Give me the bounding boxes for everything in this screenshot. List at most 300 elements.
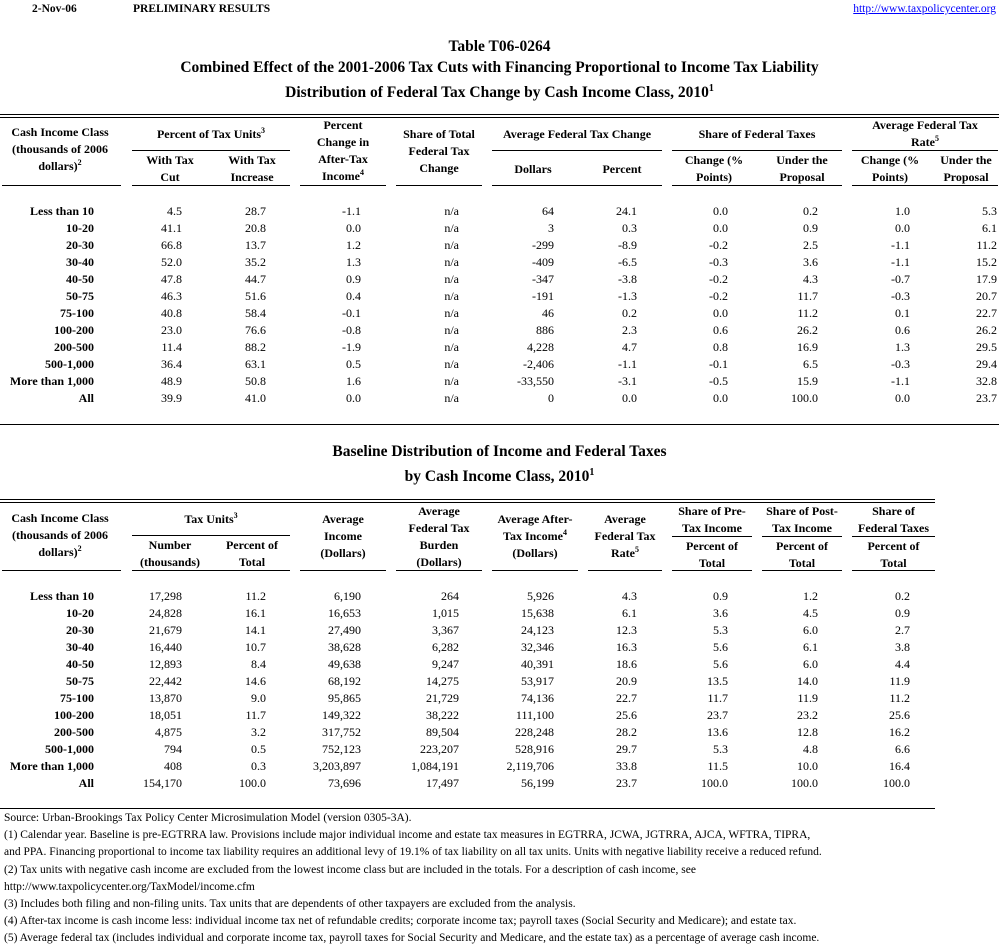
row-income-class: 50-75 xyxy=(66,674,94,688)
cell-value: 0.0 xyxy=(713,306,728,320)
report-status: PRELIMINARY RESULTS xyxy=(133,3,271,15)
cell-value: 1.3 xyxy=(895,340,910,354)
cell-value: -0.3 xyxy=(891,357,910,371)
col-pct-change-after-tax-income: Percent Change in After-Tax Income$^4$ xyxy=(316,118,370,183)
col2-share-post-tax-income: Share of Post- Tax Income xyxy=(766,504,838,535)
cell-value: 22,442 xyxy=(149,674,182,688)
cell-value: -0.7 xyxy=(891,272,910,286)
cell-value: 0.0 xyxy=(713,221,728,235)
col2-share-post-sub: Percent of Total xyxy=(775,539,829,570)
table-row xyxy=(0,691,999,708)
cell-value: 13.7 xyxy=(245,238,266,252)
cell-value: 6.1 xyxy=(803,640,818,654)
cell-value: 4.5 xyxy=(167,204,182,218)
row-income-class: 40-50 xyxy=(66,272,94,286)
cell-value: 264 xyxy=(441,589,459,603)
cell-value: 17,497 xyxy=(426,776,459,790)
cell-value: 16.9 xyxy=(797,340,818,354)
cell-value: 21,729 xyxy=(426,691,459,705)
col2-average-income: Average Income (Dollars) xyxy=(320,512,366,560)
cell-value: n/a xyxy=(444,340,459,354)
cell-value: 50.8 xyxy=(245,374,266,388)
cell-value: -409 xyxy=(532,255,554,269)
cell-value: 15,638 xyxy=(521,606,554,620)
col-group-percent-tax-units: Percent of Tax Units$^3$ xyxy=(156,126,266,141)
cell-value: 40.8 xyxy=(161,306,182,320)
cell-value: 16,440 xyxy=(149,640,182,654)
cell-value: -0.5 xyxy=(709,374,728,388)
cell-value: 1.2 xyxy=(803,589,818,603)
cell-value: 5.6 xyxy=(713,657,728,671)
cell-value: 22.7 xyxy=(616,691,637,705)
table-row xyxy=(0,306,999,323)
cell-value: 18,051 xyxy=(149,708,182,722)
note-1: (1) Calendar year. Baseline is pre-EGTRRA law. Provisions include major individual income and estate tax measures in EGTRRA, JCWA, JGTRRA, AJCA, WFTRA, TIPRA, xyxy=(4,829,811,842)
cell-value: 3.8 xyxy=(895,640,910,654)
table-row xyxy=(0,657,999,674)
cell-value: 0.0 xyxy=(713,204,728,218)
cell-value: 0.0 xyxy=(895,221,910,235)
table-row xyxy=(0,725,999,742)
row-income-class: All xyxy=(78,776,94,790)
cell-value: 32,346 xyxy=(521,640,554,654)
cell-value: 4.8 xyxy=(803,742,818,756)
row-income-class: All xyxy=(78,391,94,405)
cell-value: 0.5 xyxy=(346,357,361,371)
cell-value: 32.8 xyxy=(976,374,997,388)
cell-value: 1.3 xyxy=(346,255,361,269)
table-row xyxy=(0,357,999,374)
cell-value: 74,136 xyxy=(521,691,554,705)
cell-value: 11.4 xyxy=(161,340,182,354)
cell-value: 41.0 xyxy=(245,391,266,405)
cell-value: -1.1 xyxy=(891,238,910,252)
cell-value: 48.9 xyxy=(161,374,182,388)
cell-value: 223,207 xyxy=(420,742,459,756)
col2-avg-after-tax-income: Average After- Tax Income$^4$ (Dollars) xyxy=(497,512,573,560)
row-income-class: 10-20 xyxy=(66,606,94,620)
cell-value: 12,893 xyxy=(149,657,182,671)
cell-value: 0.9 xyxy=(803,221,818,235)
cell-value: -1.1 xyxy=(891,255,910,269)
col-dollars: Dollars xyxy=(514,162,552,176)
cell-value: 1,015 xyxy=(432,606,459,620)
cell-value: 13.6 xyxy=(707,725,728,739)
cell-value: 9.0 xyxy=(251,691,266,705)
cell-value: 3.2 xyxy=(251,725,266,739)
cell-value: 3.6 xyxy=(713,606,728,620)
cell-value: 64 xyxy=(542,204,554,218)
col-group-share-fed-taxes: Share of Federal Taxes xyxy=(698,127,816,141)
cell-value: 11.2 xyxy=(889,691,910,705)
cell-value: -0.8 xyxy=(342,323,361,337)
cell-value: 2.3 xyxy=(622,323,637,337)
table-title: Combined Effect of the 2001-2006 Tax Cuts with Financing Proportional to Income Tax Liability xyxy=(180,59,819,76)
row-income-class: 30-40 xyxy=(66,640,94,654)
cell-value: 0.0 xyxy=(713,391,728,405)
col2-avg-fed-tax-rate: Average Federal Tax Rate$^5$ xyxy=(594,512,656,560)
table-id: Table T06-0264 xyxy=(448,38,551,55)
cell-value: 25.6 xyxy=(616,708,637,722)
cell-value: 68,192 xyxy=(328,674,361,688)
cell-value: 0.9 xyxy=(895,606,910,620)
cell-value: -2,406 xyxy=(523,357,554,371)
cell-value: 13.5 xyxy=(707,674,728,688)
cell-value: 100.0 xyxy=(791,391,818,405)
cell-value: 0.3 xyxy=(251,759,266,773)
cell-value: 10.7 xyxy=(245,640,266,654)
table-row xyxy=(0,759,999,776)
cell-value: 29.5 xyxy=(976,340,997,354)
cell-value: -0.3 xyxy=(709,255,728,269)
table-row xyxy=(0,374,999,391)
cell-value: 5.3 xyxy=(713,623,728,637)
cell-value: 23.0 xyxy=(161,323,182,337)
cell-value: 12.8 xyxy=(797,725,818,739)
cell-value: 6.0 xyxy=(803,657,818,671)
cell-value: -1.1 xyxy=(891,374,910,388)
row-income-class: 20-30 xyxy=(66,238,94,252)
cell-value: 44.7 xyxy=(245,272,266,286)
cell-value: 0.5 xyxy=(251,742,266,756)
col-rate-change-pts: Change (% Points) xyxy=(860,153,920,184)
cell-value: 46.3 xyxy=(161,289,182,303)
row-income-class: 50-75 xyxy=(66,289,94,303)
cell-value: 88.2 xyxy=(245,340,266,354)
cell-value: n/a xyxy=(444,306,459,320)
cell-value: -6.5 xyxy=(618,255,637,269)
note-2: (2) Tax units with negative cash income are excluded from the lowest income class but are included in the totals. For a description of cash income, see xyxy=(4,863,696,876)
cell-value: -1.1 xyxy=(342,204,361,218)
cell-value: 0.6 xyxy=(713,323,728,337)
cell-value: n/a xyxy=(444,255,459,269)
table-row xyxy=(0,323,999,340)
cell-value: 52.0 xyxy=(161,255,182,269)
cell-value: 11.7 xyxy=(707,691,728,705)
cell-value: 0.2 xyxy=(622,306,637,320)
cell-value: 0.0 xyxy=(346,391,361,405)
cell-value: 40,391 xyxy=(521,657,554,671)
note-2-link[interactable]: http://www.taxpolicycenter.org/TaxModel/income.cfm xyxy=(4,880,255,893)
row-income-class: 75-100 xyxy=(60,306,94,320)
cell-value: 23.7 xyxy=(976,391,997,405)
cell-value: 0.9 xyxy=(713,589,728,603)
row-income-class: Less than 10 xyxy=(29,589,94,603)
cell-value: 4.3 xyxy=(622,589,637,603)
table-row xyxy=(0,391,999,408)
cell-value: 100.0 xyxy=(883,776,910,790)
col2-group-tax-units: Tax Units$^3$ xyxy=(184,511,238,526)
cell-value: 56,199 xyxy=(521,776,554,790)
cell-value: n/a xyxy=(444,289,459,303)
cell-value: 66.8 xyxy=(161,238,182,252)
cell-value: 5.3 xyxy=(982,204,997,218)
cell-value: 154,170 xyxy=(143,776,182,790)
cell-value: -0.1 xyxy=(709,357,728,371)
table-row xyxy=(0,238,999,255)
cell-value: 33.8 xyxy=(616,759,637,773)
cell-value: 76.6 xyxy=(245,323,266,337)
cell-value: 26.2 xyxy=(797,323,818,337)
row-income-class: 200-500 xyxy=(54,340,94,354)
row-income-class: More than 1,000 xyxy=(9,759,94,773)
cell-value: 13,870 xyxy=(149,691,182,705)
col2-avg-fed-tax-burden: Average Federal Tax Burden (Dollars) xyxy=(408,504,470,569)
cell-value: 58.4 xyxy=(245,306,266,320)
cell-value: 5.3 xyxy=(713,742,728,756)
cell-value: 4.7 xyxy=(622,340,637,354)
cell-value: 0.8 xyxy=(713,340,728,354)
cell-value: 16.3 xyxy=(616,640,637,654)
cell-value: 20.9 xyxy=(616,674,637,688)
cell-value: 10.0 xyxy=(797,759,818,773)
cell-value: 2,119,706 xyxy=(506,759,554,773)
cell-value: 46 xyxy=(542,306,554,320)
cell-value: 16.2 xyxy=(889,725,910,739)
cell-value: 23.7 xyxy=(707,708,728,722)
cell-value: 20.7 xyxy=(976,289,997,303)
cell-value: n/a xyxy=(444,323,459,337)
table-row xyxy=(0,589,999,606)
cell-value: -1.3 xyxy=(618,289,637,303)
cell-value: 0.0 xyxy=(622,391,637,405)
footnotes xyxy=(4,810,822,945)
col-rate-under-proposal: Under the Proposal xyxy=(940,153,992,184)
cell-value: 24,123 xyxy=(521,623,554,637)
cell-value: 528,916 xyxy=(515,742,554,756)
cell-value: 100.0 xyxy=(791,776,818,790)
cell-value: n/a xyxy=(444,374,459,388)
note-5: (5) Average federal tax (includes individual and corporate income tax, payroll taxes for Social Security and Medicare, and the estate tax) as a percentage of average cash income. xyxy=(4,932,820,945)
cell-value: 111,100 xyxy=(515,708,554,722)
cell-value: 6.1 xyxy=(622,606,637,620)
cell-value: n/a xyxy=(444,391,459,405)
cell-value: 23.2 xyxy=(797,708,818,722)
cell-value: 100.0 xyxy=(701,776,728,790)
cell-value: 6,282 xyxy=(432,640,459,654)
cell-value: 4.4 xyxy=(895,657,910,671)
cell-value: 17.9 xyxy=(976,272,997,286)
table-row xyxy=(0,674,999,691)
cell-value: 1.0 xyxy=(895,204,910,218)
cell-value: n/a xyxy=(444,204,459,218)
cell-value: 0.4 xyxy=(346,289,361,303)
cell-value: 2.5 xyxy=(803,238,818,252)
row-income-class: 10-20 xyxy=(66,221,94,235)
cell-value: -0.2 xyxy=(709,289,728,303)
table-row xyxy=(0,204,999,221)
cell-value: 14,275 xyxy=(426,674,459,688)
cell-value: 27,490 xyxy=(328,623,361,637)
col2-share-pre-sub: Percent of Total xyxy=(685,539,739,570)
cell-value: 21,679 xyxy=(149,623,182,637)
cell-value: 95,865 xyxy=(328,691,361,705)
baseline-table-title: Baseline Distribution of Income and Federal Taxes xyxy=(332,443,667,460)
cell-value: -8.9 xyxy=(618,238,637,252)
cell-value: 38,628 xyxy=(328,640,361,654)
cell-value: -1.1 xyxy=(618,357,637,371)
cell-value: 228,248 xyxy=(515,725,554,739)
col-share-change-pts: Change (% Points) xyxy=(684,153,744,184)
col-percent: Percent xyxy=(602,162,642,176)
cell-value: 51.6 xyxy=(245,289,266,303)
cell-value: 100.0 xyxy=(239,776,266,790)
table-subtitle: Distribution of Federal Tax Change by Cash Income Class, 2010$^1$ xyxy=(285,83,714,102)
cell-value: 39.9 xyxy=(161,391,182,405)
cell-value: 886 xyxy=(536,323,554,337)
col-with-tax-increase: With Tax Increase xyxy=(228,153,276,184)
cell-value: n/a xyxy=(444,272,459,286)
table-row xyxy=(0,640,999,657)
cell-value: -33,550 xyxy=(517,374,554,388)
row-income-class: 30-40 xyxy=(66,255,94,269)
cell-value: -299 xyxy=(532,238,554,252)
cell-value: 0.3 xyxy=(622,221,637,235)
cell-value: 23.7 xyxy=(616,776,637,790)
cell-value: n/a xyxy=(444,357,459,371)
row-income-class: 500-1,000 xyxy=(45,742,94,756)
table-row xyxy=(0,776,999,793)
col-share-total-change: Share of Total Federal Tax Change xyxy=(403,127,475,175)
cell-value: 73,696 xyxy=(328,776,361,790)
cell-value: 0.0 xyxy=(895,391,910,405)
cell-value: n/a xyxy=(444,221,459,235)
row-income-class: Less than 10 xyxy=(29,204,94,218)
col2-share-fed-taxes: Share of Federal Taxes xyxy=(858,504,929,535)
cell-value: 14.6 xyxy=(245,674,266,688)
table-row xyxy=(0,221,999,238)
cell-value: 38,222 xyxy=(426,708,459,722)
col-group-avg-fed-tax-change: Average Federal Tax Change xyxy=(502,127,652,141)
cell-value: 5,926 xyxy=(527,589,554,603)
cell-value: 16.4 xyxy=(889,759,910,773)
cell-value: 36.4 xyxy=(161,357,182,371)
table-row xyxy=(0,289,999,306)
cell-value: 14.0 xyxy=(797,674,818,688)
note-3: (3) Includes both filing and non-filing units. Tax units that are dependents of other taxpayers are excluded from the analysis. xyxy=(4,898,576,911)
cell-value: 12.3 xyxy=(616,623,637,637)
note-source: Source: Urban-Brookings Tax Policy Center Microsimulation Model (version 0305-3A). xyxy=(4,812,412,824)
cell-value: 11.2 xyxy=(245,589,266,603)
col-cash-income-class: Cash Income Class (thousands of 2006 dollars)$^2$ xyxy=(11,125,109,173)
cell-value: 11.9 xyxy=(889,674,910,688)
cell-value: 0.6 xyxy=(895,323,910,337)
cell-value: n/a xyxy=(444,238,459,252)
cell-value: 149,322 xyxy=(322,708,361,722)
cell-value: 28.2 xyxy=(616,725,637,739)
cell-value: 53,917 xyxy=(521,674,554,688)
col2-share-pre-tax-income: Share of Pre- Tax Income xyxy=(678,504,746,535)
col-group-avg-fed-tax-rate: Average Federal Tax Rate$^5$ xyxy=(872,118,978,149)
cell-value: 24,828 xyxy=(149,606,182,620)
cell-value: 0.9 xyxy=(346,272,361,286)
cell-value: 3 xyxy=(548,221,554,235)
cell-value: 14.1 xyxy=(245,623,266,637)
cell-value: 29.4 xyxy=(976,357,997,371)
cell-value: 3.6 xyxy=(803,255,818,269)
table-row xyxy=(0,340,999,357)
cell-value: 16,653 xyxy=(328,606,361,620)
col2-cash-income-class: Cash Income Class (thousands of 2006 dollars)$^2$ xyxy=(11,511,109,559)
cell-value: 89,504 xyxy=(426,725,459,739)
cell-value: 25.6 xyxy=(889,708,910,722)
baseline-table-subtitle: by Cash Income Class, 2010$^1$ xyxy=(404,467,595,486)
row-income-class: 20-30 xyxy=(66,623,94,637)
cell-value: 1,084,191 xyxy=(411,759,459,773)
cell-value: -0.2 xyxy=(709,272,728,286)
table-row xyxy=(0,742,999,759)
col2-number: Number (thousands) xyxy=(139,538,201,569)
cell-value: 6,190 xyxy=(334,589,361,603)
cell-value: 2.7 xyxy=(895,623,910,637)
cell-value: 4,875 xyxy=(155,725,182,739)
cell-value: 47.8 xyxy=(161,272,182,286)
table-row xyxy=(0,623,999,640)
cell-value: 5.6 xyxy=(713,640,728,654)
cell-value: 1.2 xyxy=(346,238,361,252)
cell-value: -0.3 xyxy=(891,289,910,303)
table-row xyxy=(0,272,999,289)
cell-value: 408 xyxy=(164,759,182,773)
cell-value: 8.4 xyxy=(251,657,266,671)
cell-value: 41.1 xyxy=(161,221,182,235)
col-with-tax-cut: With Tax Cut xyxy=(146,153,194,184)
cell-value: 11.7 xyxy=(245,708,266,722)
cell-value: 4.3 xyxy=(803,272,818,286)
table-row xyxy=(0,255,999,272)
cell-value: 15.2 xyxy=(976,255,997,269)
cell-value: 11.9 xyxy=(797,691,818,705)
cell-value: 4,228 xyxy=(527,340,554,354)
cell-value: 20.8 xyxy=(245,221,266,235)
note-1-cont: and PPA. Financing proportional to income tax liability requires an additional levy of 19.1% of tax liability on all tax units. Units with negative liability receive a reduced refund. xyxy=(4,846,822,859)
note-4: (4) After-tax income is cash income less: individual income tax net of refundable credits; corporate income tax; payroll taxes (Social Security and Medicare); and estate tax. xyxy=(4,915,797,928)
cell-value: -3.8 xyxy=(618,272,637,286)
cell-value: -3.1 xyxy=(618,374,637,388)
cell-value: 0 xyxy=(548,391,554,405)
cell-value: 11.5 xyxy=(707,759,728,773)
row-income-class: More than 1,000 xyxy=(9,374,94,388)
col2-share-fed-sub: Percent of Total xyxy=(867,539,920,570)
cell-value: 11.2 xyxy=(797,306,818,320)
cell-value: 4.5 xyxy=(803,606,818,620)
cell-value: 752,123 xyxy=(322,742,361,756)
cell-value: 1.6 xyxy=(346,374,361,388)
table-row xyxy=(0,606,999,623)
report-date: 2-Nov-06 xyxy=(32,3,77,15)
table-row xyxy=(0,708,999,725)
cell-value: 3,203,897 xyxy=(313,759,361,773)
cell-value: 16.1 xyxy=(245,606,266,620)
cell-value: 22.7 xyxy=(976,306,997,320)
tpc-website-link[interactable]: http://www.taxpolicycenter.org xyxy=(853,3,996,15)
cell-value: 28.7 xyxy=(245,204,266,218)
cell-value: 0.2 xyxy=(803,204,818,218)
cell-value: 24.1 xyxy=(616,204,637,218)
row-income-class: 500-1,000 xyxy=(45,357,94,371)
col-share-under-proposal: Under the Proposal xyxy=(776,153,828,184)
row-income-class: 40-50 xyxy=(66,657,94,671)
cell-value: 11.7 xyxy=(797,289,818,303)
cell-value: 317,752 xyxy=(322,725,361,739)
col2-percent-of-total: Percent of Total xyxy=(225,538,279,569)
cell-value: 0.2 xyxy=(895,589,910,603)
cell-value: 9,247 xyxy=(432,657,459,671)
cell-value: 49,638 xyxy=(328,657,361,671)
cell-value: 3,367 xyxy=(432,623,459,637)
cell-value: 35.2 xyxy=(245,255,266,269)
cell-value: 18.6 xyxy=(616,657,637,671)
